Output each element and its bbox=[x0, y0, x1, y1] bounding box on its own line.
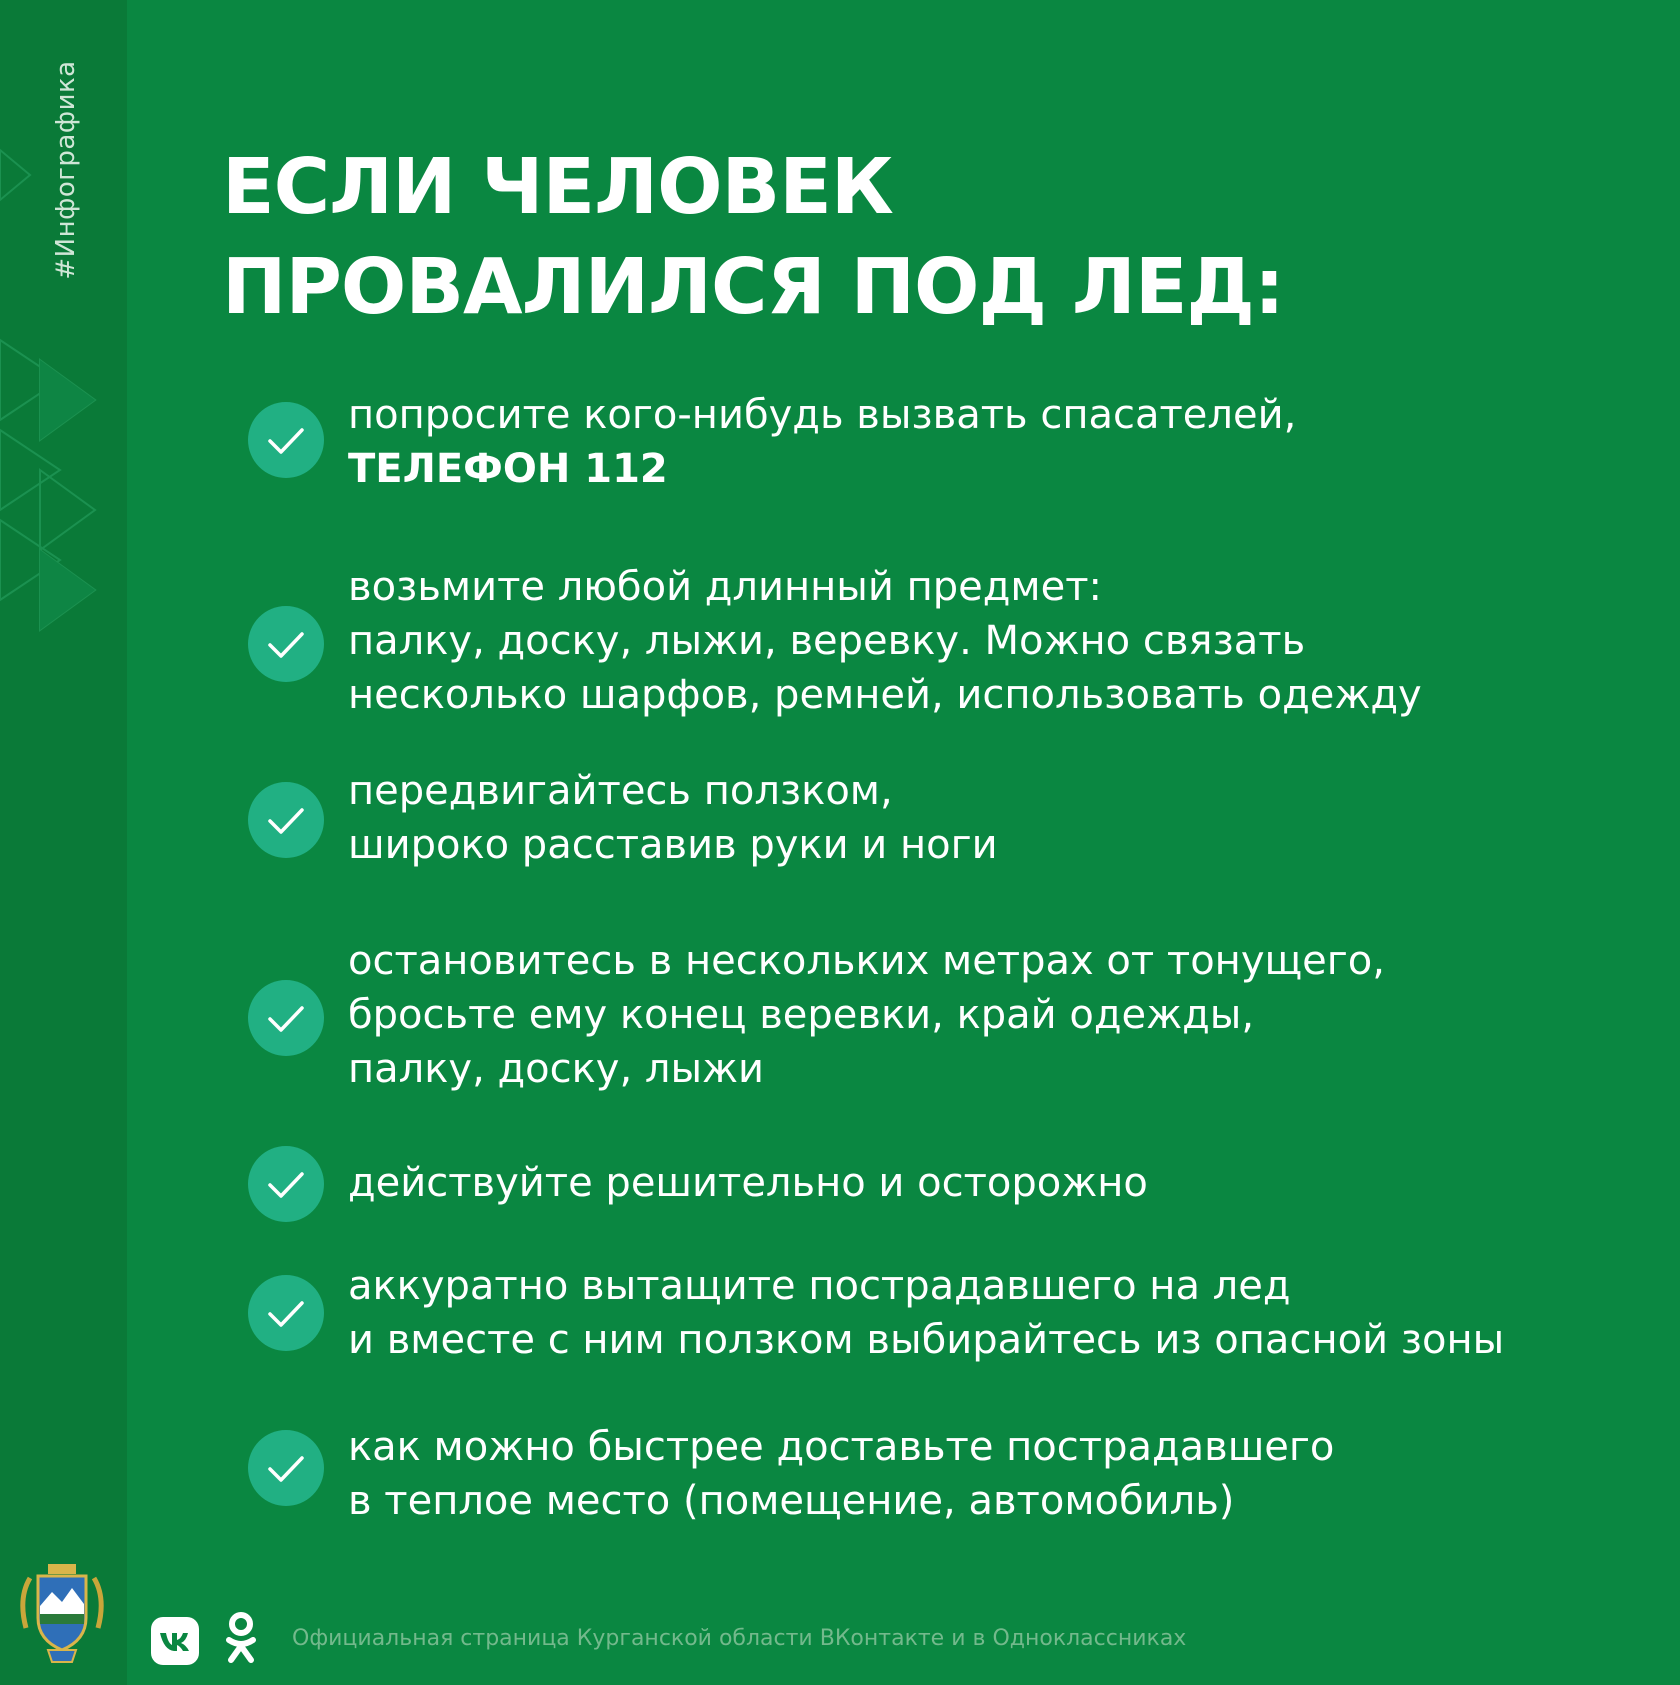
list-item-text bbox=[348, 1259, 1504, 1367]
page-title bbox=[222, 138, 1284, 338]
ok-icon[interactable] bbox=[224, 1610, 258, 1666]
list-item-line: как можно быстрее доставьте пострадавшего bbox=[348, 1424, 1335, 1470]
list-item-text bbox=[348, 388, 1296, 496]
check-icon bbox=[248, 1146, 324, 1222]
list-item-line: действуйте решительно и осторожно bbox=[348, 1160, 1148, 1206]
list-item-line: остановитесь в нескольких метрах от тонущего, bbox=[348, 938, 1385, 984]
list-item-line: в теплое место (помещение, автомобиль) bbox=[348, 1478, 1235, 1524]
list-item-line: передвигайтесь ползком, bbox=[348, 768, 893, 814]
footer-text: Официальная страница Курганской области ВКонтакте и в Одноклассниках bbox=[292, 1626, 1187, 1651]
list-item-line: несколько шарфов, ремней, использовать одежду bbox=[348, 672, 1422, 718]
check-icon bbox=[248, 1275, 324, 1351]
check-icon bbox=[248, 980, 324, 1056]
title-line-1: ЕСЛИ ЧЕЛОВЕК bbox=[222, 143, 893, 232]
list-item-line: бросьте ему конец веревки, край одежды, bbox=[348, 992, 1255, 1038]
list-item-text bbox=[348, 764, 998, 872]
check-icon bbox=[248, 402, 324, 478]
list-item-line: и вместе с ним ползком выбирайтесь из опасной зоны bbox=[348, 1317, 1505, 1363]
list-item-text bbox=[348, 560, 1422, 722]
list-item-line: попросите кого-нибудь вызвать спасателей, bbox=[348, 392, 1297, 438]
check-icon bbox=[248, 606, 324, 682]
emergency-phone: ТЕЛЕФОН 112 bbox=[348, 446, 668, 492]
check-icon bbox=[248, 1430, 324, 1506]
check-icon bbox=[248, 782, 324, 858]
list-item-line: широко расставив руки и ноги bbox=[348, 822, 998, 868]
hashtag-label: #Инфографика bbox=[51, 60, 81, 280]
list-item-line: палку, доску, лыжи, веревку. Можно связать bbox=[348, 618, 1306, 664]
list-item-line: палку, доску, лыжи bbox=[348, 1046, 765, 1092]
list-item-line: возьмите любой длинный предмет: bbox=[348, 564, 1102, 610]
vk-icon[interactable] bbox=[151, 1617, 199, 1665]
coat-of-arms-icon bbox=[18, 1558, 106, 1666]
list-item-text bbox=[348, 1156, 1148, 1210]
title-line-2: ПРОВАЛИЛСЯ ПОД ЛЕД: bbox=[222, 243, 1284, 332]
sidebar bbox=[0, 0, 127, 1685]
list-item-text bbox=[348, 934, 1385, 1096]
list-item-line: аккуратно вытащите пострадавшего на лед bbox=[348, 1263, 1291, 1309]
list-item-text bbox=[348, 1420, 1334, 1528]
